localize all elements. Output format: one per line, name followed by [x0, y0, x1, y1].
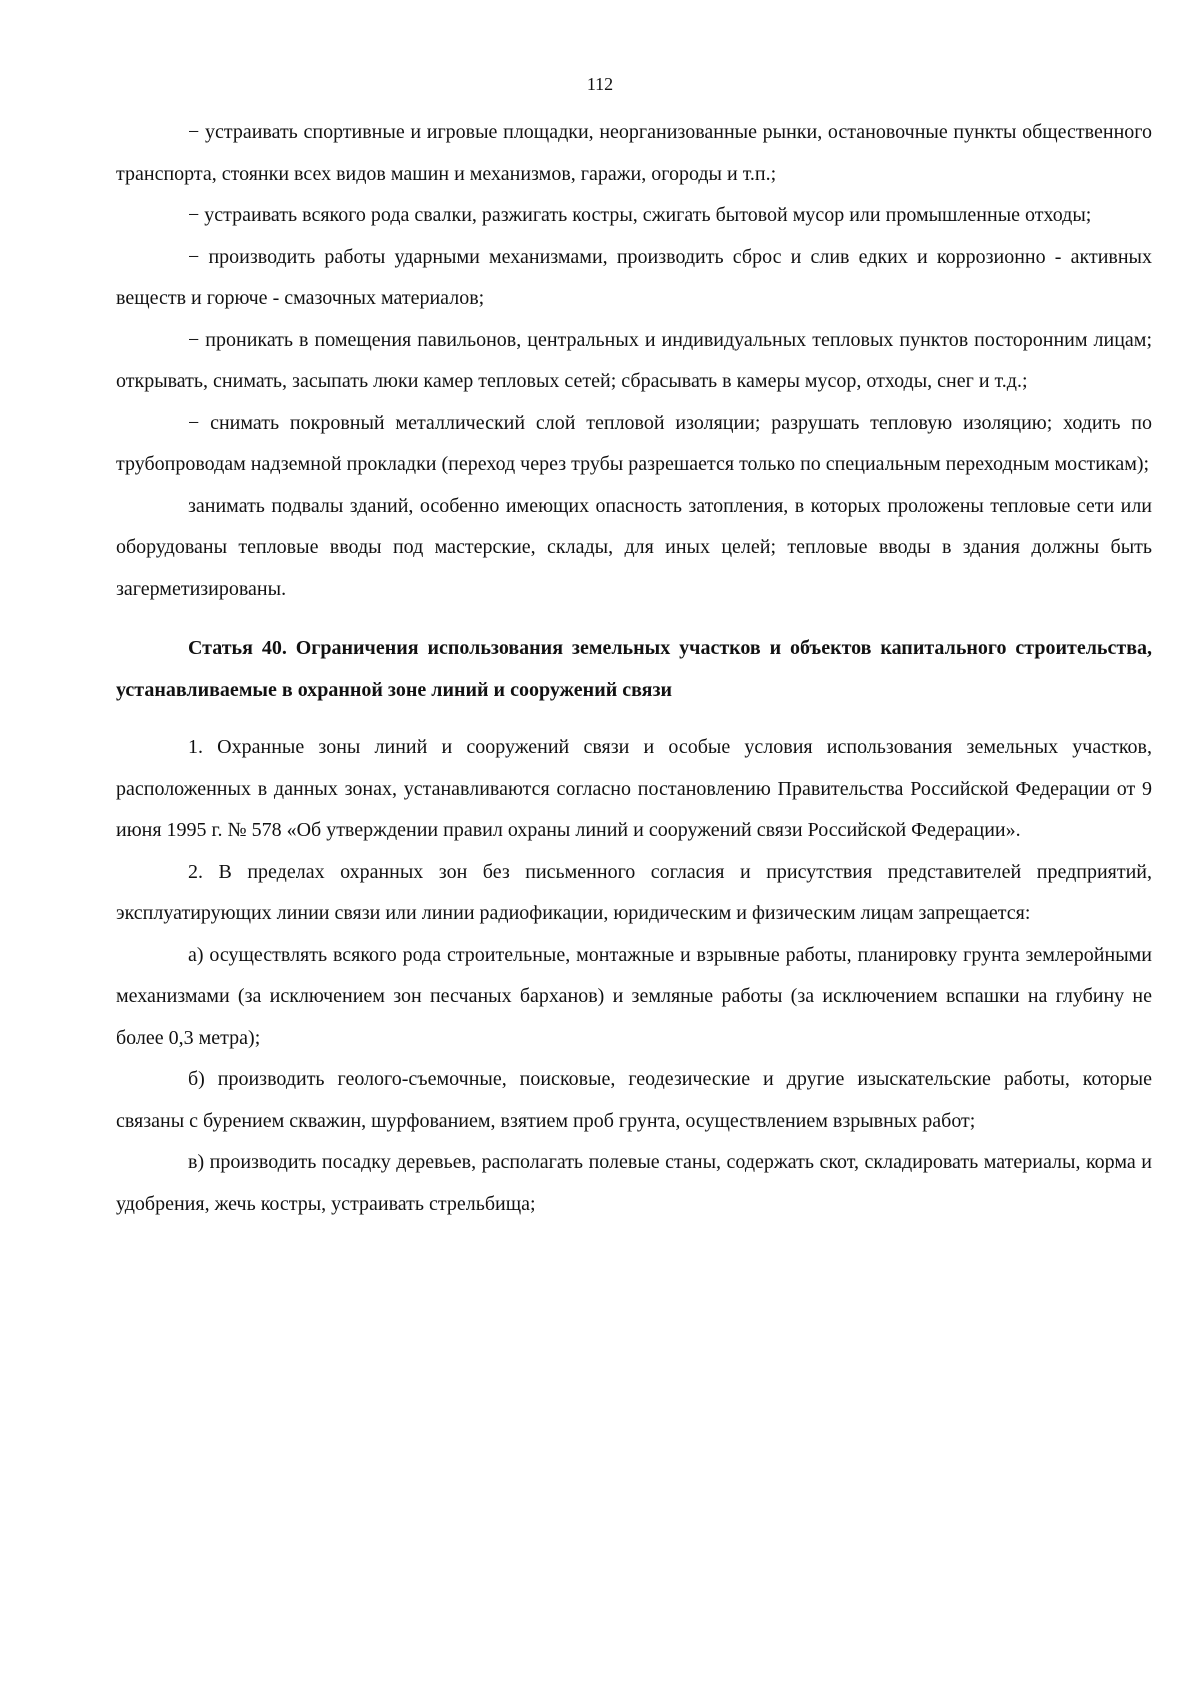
- clause-1: 1. Охранные зоны линий и сооружений связи и особые условия использования земельных участков, расположенных в данных зонах, устанавливаются согласно постановлению Правительства Российской Федерации от 9 июня 1995 г. № 578 «Об утверждении правил охраны линий и сооружений связи Российской Федерации».: [116, 736, 1152, 841]
- list-item-pavilions-access: − проникать в помещения павильонов, центральных и индивидуальных тепловых пунктов посторонним лицам; открывать, снимать, засыпать люки камер тепловых сетей; сбрасывать в камеры мусор, отходы, снег и т.д.;: [116, 328, 1152, 392]
- clause-2a: а) осуществлять всякого рода строительные, монтажные и взрывные работы, планировку грунта землеройными механизмами (за исключением зон песчаных барханов) и земляные работы (за исключением вспашки на глубину не более 0,3 метра);: [116, 943, 1152, 1049]
- clause-2c: в) производить посадку деревьев, располагать полевые станы, содержать скот, складировать материалы, корма и удобрения, жечь костры, устраивать стрельбища;: [116, 1151, 1152, 1215]
- clause-2: 2. В пределах охранных зон без письменного согласия и присутствия представителей предприятий, эксплуатирующих линии связи или линии радиофикации, юридическим и физическим лицам запрещается:: [116, 860, 1152, 924]
- clause-2b: б) производить геолого-съемочные, поисковые, геодезические и другие изыскательские работы, которые связаны с бурением скважин, шурфованием, взятием проб грунта, осуществлением взрывных работ;: [116, 1068, 1152, 1132]
- list-item-dumps: − устраивать всякого рода свалки, разжигать костры, сжигать бытовой мусор или промышленные отходы;: [188, 204, 1092, 226]
- page-number: 112: [586, 74, 614, 94]
- article-heading: Статья 40. Ограничения использования земельных участков и объектов капитального строительства, устанавливаемые в охранной зоне линий и сооружений связи: [116, 637, 1152, 701]
- list-item-sports-grounds: − устраивать спортивные и игровые площадки, неорганизованные рынки, остановочные пункты общественного транспорта, стоянки всех видов машин и механизмов, гаражи, огороды и т.п.;: [116, 121, 1152, 185]
- list-item-impact-mechanisms: − производить работы ударными механизмами, производить сброс и слив едких и коррозионно - активных веществ и горюче - смазочных материалов;: [116, 245, 1152, 309]
- list-item-basements: занимать подвалы зданий, особенно имеющих опасность затопления, в которых проложены тепловые сети или оборудованы тепловые вводы под мастерские, склады, для иных целей; тепловые вводы в здания должны быть загерметизированы.: [116, 494, 1152, 600]
- list-item-insulation: − снимать покровный металлический слой тепловой изоляции; разрушать тепловую изоляцию; ходить по трубопроводам надземной прокладки (переход через трубы разрешается только по специальным переходным мостикам);: [116, 411, 1152, 475]
- document-body: [116, 112, 1152, 1225]
